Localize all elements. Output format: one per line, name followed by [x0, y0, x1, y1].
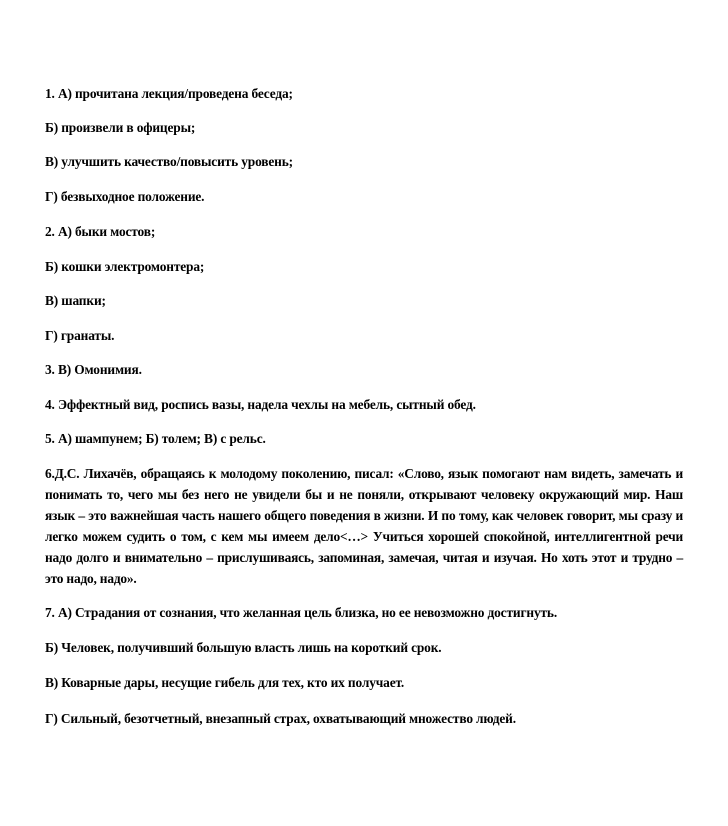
- answer-7-b: Б) Человек, получивший большую власть лишь на короткий срок.: [45, 640, 442, 655]
- answer-6-paragraph: 6.Д.С. Лихачёв, обращаясь к молодому поколению, писал: «Слово, язык помогают нам видеть, замечать и понимать то, чего мы без него не увидели бы и не поняли, открывают человеку окружающий мир. Наш язык – это важнейшая часть нашего общего поведения в жизни. И по тому, как человек говорит, мы сразу и легко можем судить о том, с кем мы имеем дело<…> Учиться хорошей спокойной, интеллигентной речи надо долго и внимательно – прислушиваясь, запоминая, замечая, читая и изучая. Но хоть этот и трудно – это надо, надо».: [45, 466, 683, 586]
- answer-5: 5. А) шампунем; Б) толем; В) с рельс.: [45, 431, 266, 446]
- answer-7-g: Г) Сильный, безотчетный, внезапный страх, охватывающий множество людей.: [45, 711, 516, 726]
- answer-2-g: Г) гранаты.: [45, 328, 115, 343]
- answer-3: 3. В) Омонимия.: [45, 362, 142, 377]
- answer-2-b: Б) кошки электромонтера;: [45, 259, 205, 274]
- answer-1-a: 1. А) прочитана лекция/проведена беседа;: [45, 86, 293, 101]
- answer-1-b: Б) произвели в офицеры;: [45, 120, 196, 135]
- answer-2-v: В) шапки;: [45, 293, 106, 308]
- answer-7-v: В) Коварные дары, несущие гибель для тех, кто их получает.: [45, 675, 405, 690]
- answer-1-g: Г) безвыходное положение.: [45, 189, 205, 204]
- answer-1-v: В) улучшить качество/повысить уровень;: [45, 154, 293, 169]
- answer-4: 4. Эффектный вид, роспись вазы, надела чехлы на мебель, сытный обед.: [45, 397, 476, 412]
- answer-2-a: 2. А) быки мостов;: [45, 224, 156, 239]
- answer-7-a: 7. А) Страдания от сознания, что желанная цель близка, но ее невозможно достигнуть.: [45, 605, 558, 620]
